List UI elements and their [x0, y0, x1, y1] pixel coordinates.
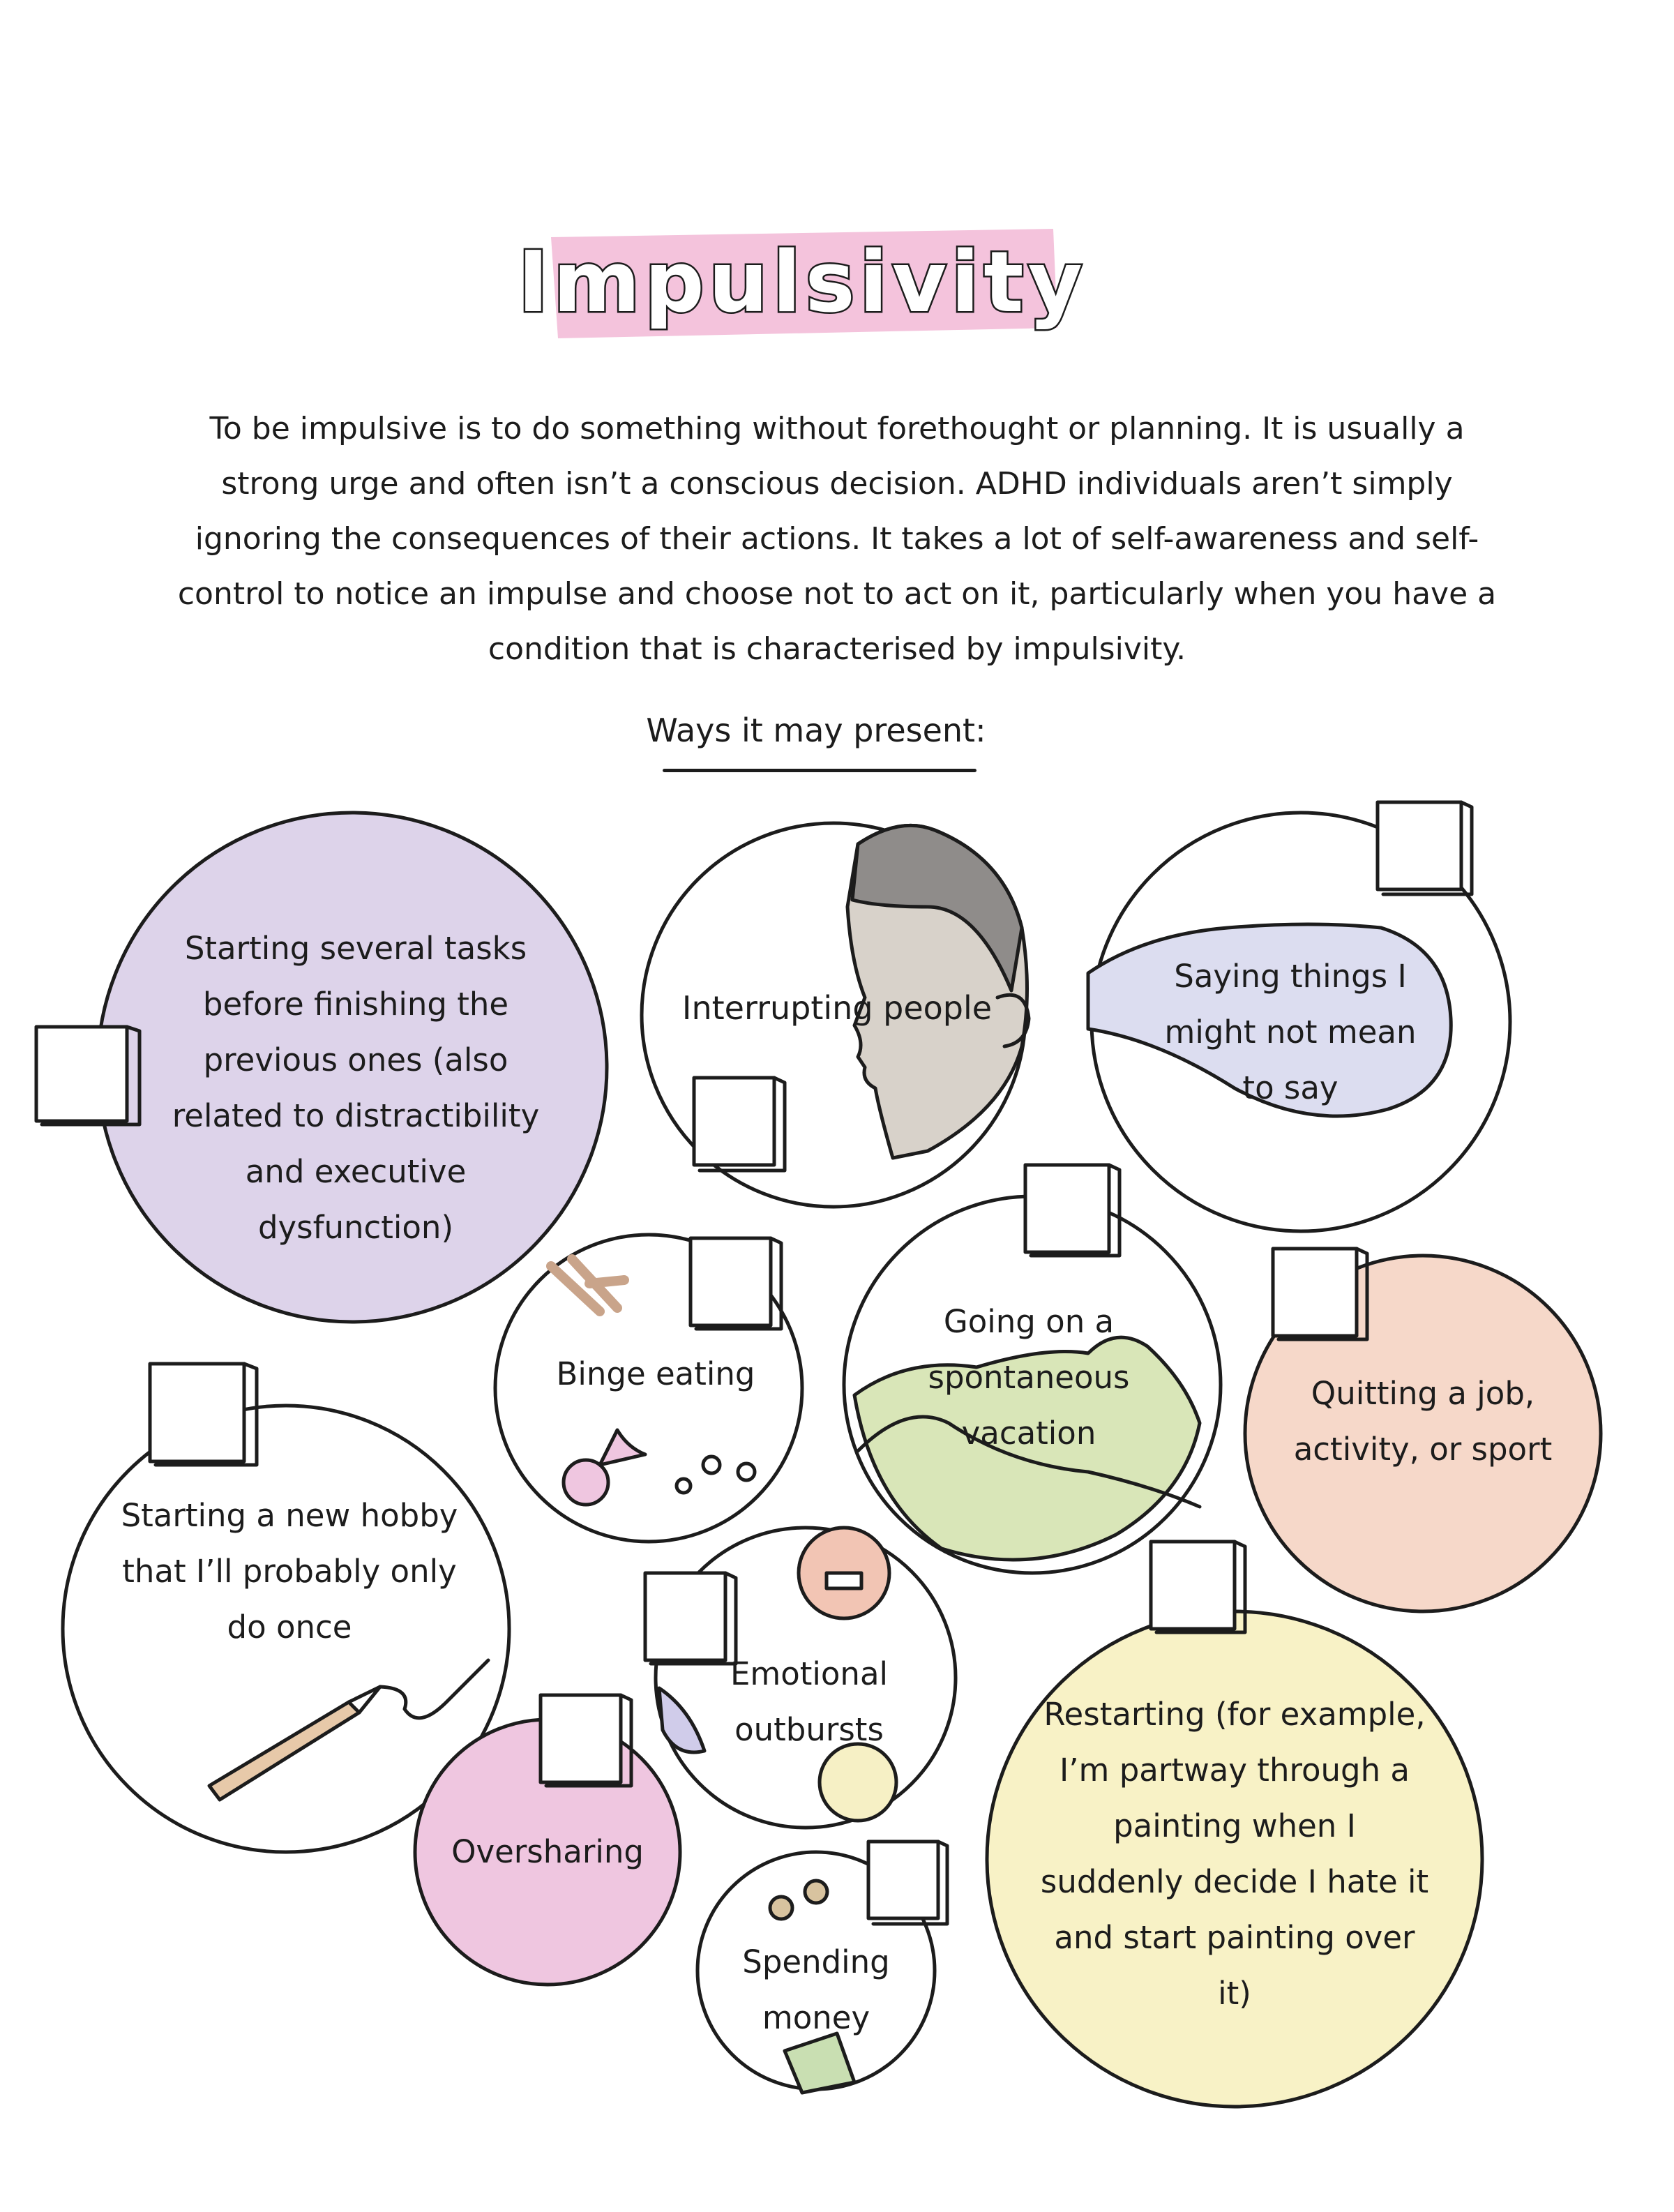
sticky-note-icon [1025, 1165, 1109, 1252]
label-oversharing: Oversharing [451, 1833, 644, 1870]
label-quitting: Quitting a job, activity, or sport [1293, 1374, 1553, 1468]
intro-paragraph: To be impulsive is to do something without forethought or planning. It is usually a strong urge and often isn’t a conscious decision. ADHD individuals aren’t simply ignoring the consequences of their actions. It takes a lot of self-awareness and self-control to notice an impulse and choose not to act on it, particularly when you have a condition that is characterised by impulsivity. [177, 411, 1497, 667]
label-binge-eating: Binge eating [556, 1355, 755, 1392]
label-emotional-outbursts: Emotional outbursts [730, 1655, 889, 1748]
sticky-note-icon [36, 1027, 127, 1121]
label-new-hobby: Starting a new hobby that I’ll probably only do once [121, 1496, 458, 1646]
label-spontaneous-vacation: Going on a spontaneous vacation [928, 1303, 1130, 1452]
page-title: Impulsivity [518, 234, 1087, 331]
coin-icon [770, 1897, 792, 1919]
sticky-note-icon [541, 1695, 621, 1782]
sticky-note-icon [1273, 1249, 1357, 1336]
sticky-note-icon [1378, 802, 1461, 889]
sticky-note-icon [645, 1573, 725, 1660]
coin-icon [805, 1881, 827, 1903]
sticky-note-icon [868, 1842, 938, 1918]
label-spending-money: Spending money [742, 1943, 890, 2036]
label-starting-several-tasks: Starting several tasks before finishing the previous ones (also related to distractibility and executive dysfunction) [172, 930, 540, 1246]
label-interrupting-people: Interrupting people [681, 989, 993, 1027]
sticky-note-icon [694, 1078, 774, 1165]
sticky-note-icon [691, 1238, 771, 1325]
sticky-note-icon [150, 1364, 244, 1461]
candy-icon [564, 1460, 608, 1505]
label-restarting: Restarting (for example, I’m partway through a painting when I suddenly decide I hate it and start painting over it) [1040, 1695, 1429, 2012]
label-saying-things: Saying things I might not mean to say [1164, 958, 1417, 1106]
sticky-note-icon [1151, 1542, 1235, 1629]
section-subtitle: Ways it may present: [646, 712, 986, 749]
